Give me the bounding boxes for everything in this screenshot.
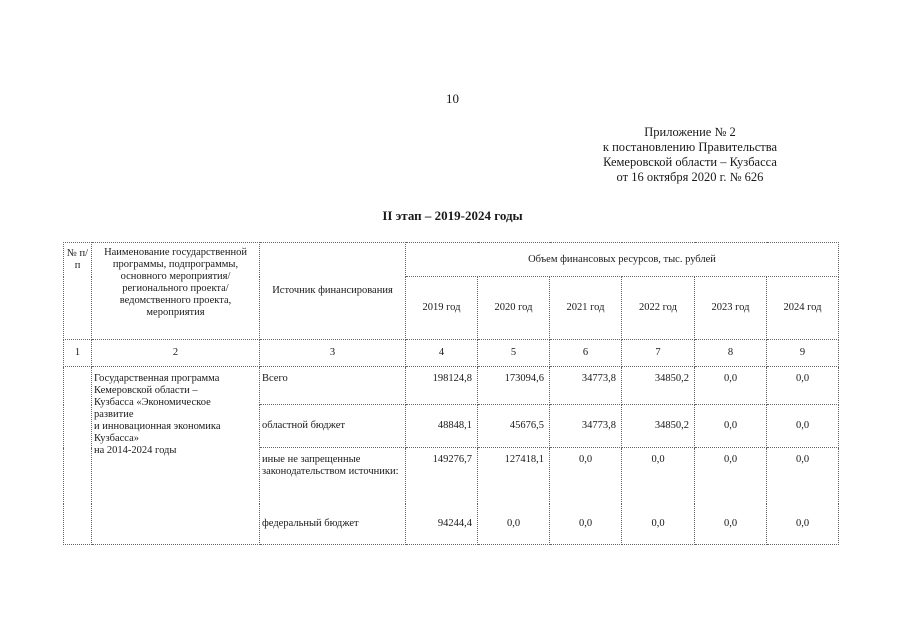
value-cell: 0,0 (767, 367, 839, 405)
column-number: 3 (260, 340, 406, 367)
program-name-line: развитие (94, 409, 134, 420)
header-year: 2020 год (478, 277, 550, 340)
value-cell: 149276,7 (406, 448, 478, 504)
program-name-line: на 2014-2024 годы (94, 445, 177, 456)
source-cell: иные не запрещенные законодательством источники: (260, 448, 406, 504)
source-cell: федеральный бюджет (260, 504, 406, 545)
program-name-cell (92, 367, 260, 545)
header-name: Наименование государственной программы, подпрограммы, основного мероприятия/регионального проекта/ведомственного проекта, мероприятия (92, 243, 260, 340)
appendix-line: Приложение № 2 (644, 125, 736, 139)
value-cell: 0,0 (622, 504, 695, 545)
header-year: 2019 год (406, 277, 478, 340)
value-cell: 198124,8 (406, 367, 478, 405)
value-cell: 0,0 (550, 448, 622, 504)
value-cell: 0,0 (695, 504, 767, 545)
value-cell: 0,0 (622, 448, 695, 504)
value-cell: 0,0 (550, 504, 622, 545)
stage-title: II этап – 2019-2024 годы (382, 208, 523, 223)
value-cell: 127418,1 (478, 448, 550, 504)
value-cell: 34773,8 (550, 405, 622, 448)
program-name-line: Кемеровской области – (94, 385, 198, 396)
column-number: 6 (550, 340, 622, 367)
header-volume: Объем финансовых ресурсов, тыс. рублей (406, 243, 839, 277)
program-num-cell (64, 367, 92, 545)
source-cell: областной бюджет (260, 405, 406, 448)
value-cell: 45676,5 (478, 405, 550, 448)
program-name-line: Кузбасса «Экономическое (94, 397, 211, 408)
column-number: 9 (767, 340, 839, 367)
column-number: 8 (695, 340, 767, 367)
value-cell: 0,0 (695, 448, 767, 504)
value-cell: 0,0 (767, 504, 839, 545)
column-number: 2 (92, 340, 260, 367)
column-number: 7 (622, 340, 695, 367)
appendix-line: Кемеровской области – Кузбасса (603, 155, 777, 169)
value-cell: 0,0 (478, 504, 550, 545)
value-cell: 34850,2 (622, 405, 695, 448)
value-cell: 0,0 (695, 405, 767, 448)
header-year: 2021 год (550, 277, 622, 340)
value-cell: 0,0 (767, 448, 839, 504)
appendix-header (570, 125, 810, 185)
column-number: 1 (64, 340, 92, 367)
value-cell: 0,0 (695, 367, 767, 405)
value-cell: 0,0 (767, 405, 839, 448)
value-cell: 48848,1 (406, 405, 478, 448)
program-name-line: Кузбасса» (94, 433, 139, 444)
page-number: 10 (446, 91, 459, 106)
header-year: 2023 год (695, 277, 767, 340)
value-cell: 94244,4 (406, 504, 478, 545)
table-row (64, 367, 839, 405)
header-year: 2022 год (622, 277, 695, 340)
source-cell: Всего (260, 367, 406, 405)
appendix-line: к постановлению Правительства (602, 140, 778, 154)
header-year: 2024 год (767, 277, 839, 340)
financing-table (63, 242, 839, 545)
column-number: 5 (478, 340, 550, 367)
value-cell: 34773,8 (550, 367, 622, 405)
appendix-line: от 16 октября 2020 г. № 626 (616, 170, 764, 184)
header-num: № п/п (64, 243, 92, 340)
value-cell: 34850,2 (622, 367, 695, 405)
column-number: 4 (406, 340, 478, 367)
value-cell: 173094,6 (478, 367, 550, 405)
header-source: Источник финансирования (260, 243, 406, 340)
program-name-line: Государственная программа (94, 373, 220, 384)
program-name-line: и инновационная экономика (94, 421, 221, 432)
